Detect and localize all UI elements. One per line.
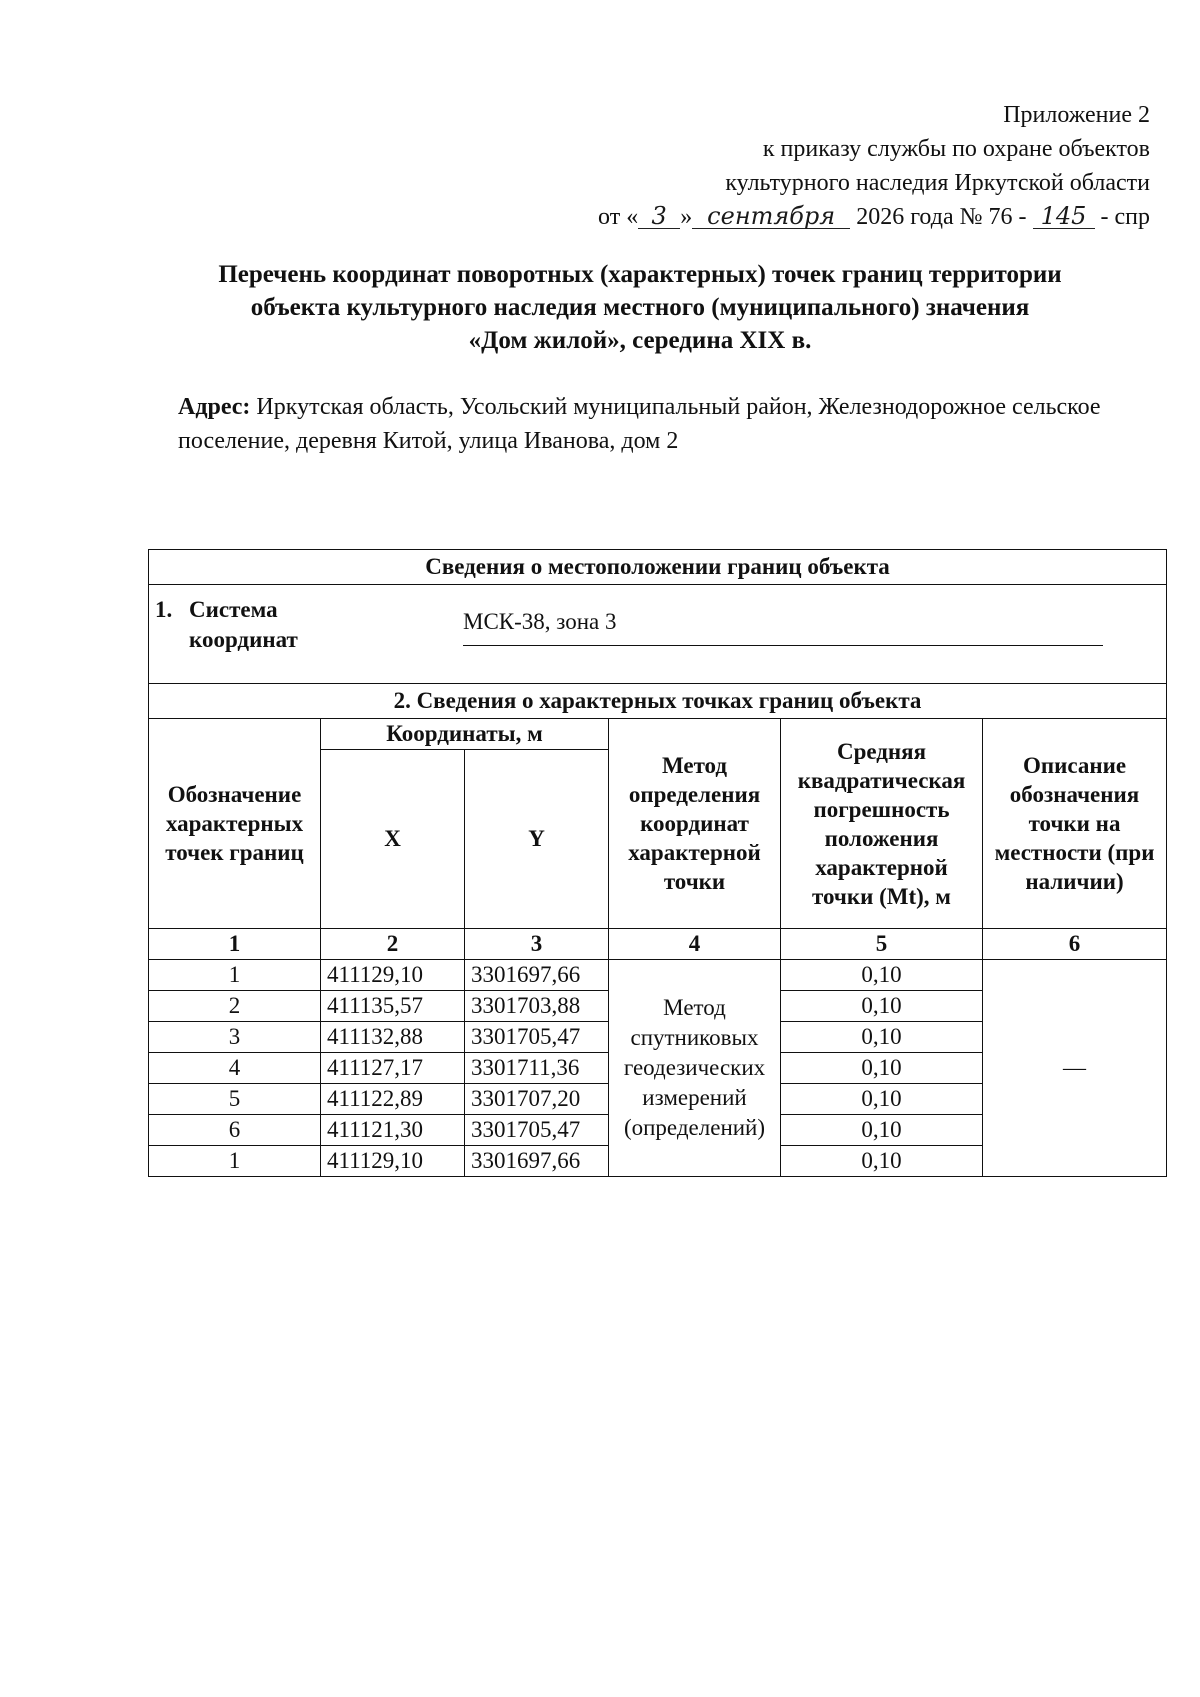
date-prefix: от « xyxy=(598,204,639,230)
document-title xyxy=(150,258,1130,357)
coordinate-system-label xyxy=(155,595,298,655)
system-number: 1. xyxy=(155,597,173,622)
point-name: 6 xyxy=(149,1115,321,1146)
col-number-6: 6 xyxy=(983,929,1167,960)
col-number-5: 5 xyxy=(781,929,983,960)
date-year-text: 2026 года № 76 - xyxy=(856,204,1027,230)
date-mid: » xyxy=(680,204,693,230)
section2-title: 2. Сведения о характерных точках границ объекта xyxy=(149,684,1167,719)
point-name: 2 xyxy=(149,991,321,1022)
handwritten-month: сентября xyxy=(692,204,850,229)
method-cell: Метод спутниковых геодезических измерений (определений) xyxy=(609,960,781,1177)
point-y: 3301697,66 xyxy=(465,1146,609,1177)
point-x: 411135,57 xyxy=(321,991,465,1022)
address-text: Иркутская область, Усольский муниципальный район, Железнодорожное сельское поселение, деревня Китой, улица Иванова, дом 2 xyxy=(178,394,1101,454)
point-mt: 0,10 xyxy=(781,1022,983,1053)
point-mt: 0,10 xyxy=(781,991,983,1022)
col-x-header: X xyxy=(321,750,465,929)
col-number-1: 1 xyxy=(149,929,321,960)
point-y: 3301703,88 xyxy=(465,991,609,1022)
section1-title: Сведения о местоположении границ объекта xyxy=(149,550,1167,585)
point-mt: 0,10 xyxy=(781,1053,983,1084)
point-x: 411129,10 xyxy=(321,960,465,991)
point-x: 411127,17 xyxy=(321,1053,465,1084)
system-label-line-1: Система xyxy=(189,597,278,622)
address-paragraph xyxy=(178,390,1168,458)
point-name: 4 xyxy=(149,1053,321,1084)
col-error-header: Средняя квадратическая погрешность положения характерной точки (Mt), м xyxy=(781,719,983,929)
point-x: 411129,10 xyxy=(321,1146,465,1177)
point-y: 3301711,36 xyxy=(465,1053,609,1084)
point-y: 3301697,66 xyxy=(465,960,609,991)
col-method-header: Метод определения координат характерной точки xyxy=(609,719,781,929)
point-x: 411132,88 xyxy=(321,1022,465,1053)
point-mt: 0,10 xyxy=(781,1084,983,1115)
system-label-line-2: координат xyxy=(189,627,298,652)
point-y: 3301707,20 xyxy=(465,1084,609,1115)
col-coords-header: Координаты, м xyxy=(321,719,609,750)
point-name: 1 xyxy=(149,960,321,991)
point-x: 411122,89 xyxy=(321,1084,465,1115)
point-name: 1 xyxy=(149,1146,321,1177)
description-cell: — xyxy=(983,960,1167,1177)
col-y-header: Y xyxy=(465,750,609,929)
appendix-header xyxy=(430,98,1150,234)
title-line-3: «Дом жилой», середина XIX в. xyxy=(468,327,812,354)
appendix-authority: культурного наследия Иркутской области xyxy=(725,170,1150,196)
point-x: 411121,30 xyxy=(321,1115,465,1146)
col-designation-header: Обозначение характерных точек границ xyxy=(149,719,321,929)
title-line-1: Перечень координат поворотных (характерных) точек границ территории xyxy=(218,261,1062,288)
point-name: 5 xyxy=(149,1084,321,1115)
point-mt: 0,10 xyxy=(781,960,983,991)
point-mt: 0,10 xyxy=(781,1115,983,1146)
coordinate-system-value: МСК-38, зона 3 xyxy=(463,607,1103,646)
point-name: 3 xyxy=(149,1022,321,1053)
address-label: Адрес: xyxy=(178,394,251,420)
appendix-order-ref: к приказу службы по охране объектов xyxy=(762,136,1150,162)
coordinate-system-cell xyxy=(149,585,1167,684)
point-y: 3301705,47 xyxy=(465,1022,609,1053)
point-y: 3301705,47 xyxy=(465,1115,609,1146)
appendix-number: Приложение 2 xyxy=(1003,102,1150,128)
table-row xyxy=(149,960,1167,991)
handwritten-order-number: 145 xyxy=(1033,204,1095,229)
appendix-date-line xyxy=(430,200,1150,234)
coordinates-table xyxy=(148,549,1167,1177)
point-mt: 0,10 xyxy=(781,1146,983,1177)
order-suffix: - спр xyxy=(1100,204,1150,230)
col-number-4: 4 xyxy=(609,929,781,960)
col-description-header: Описание обозначения точки на местности (при наличии) xyxy=(983,719,1167,929)
col-number-3: 3 xyxy=(465,929,609,960)
handwritten-day: 3 xyxy=(638,204,680,229)
title-line-2: объекта культурного наследия местного (муниципального) значения xyxy=(250,294,1030,321)
col-number-2: 2 xyxy=(321,929,465,960)
